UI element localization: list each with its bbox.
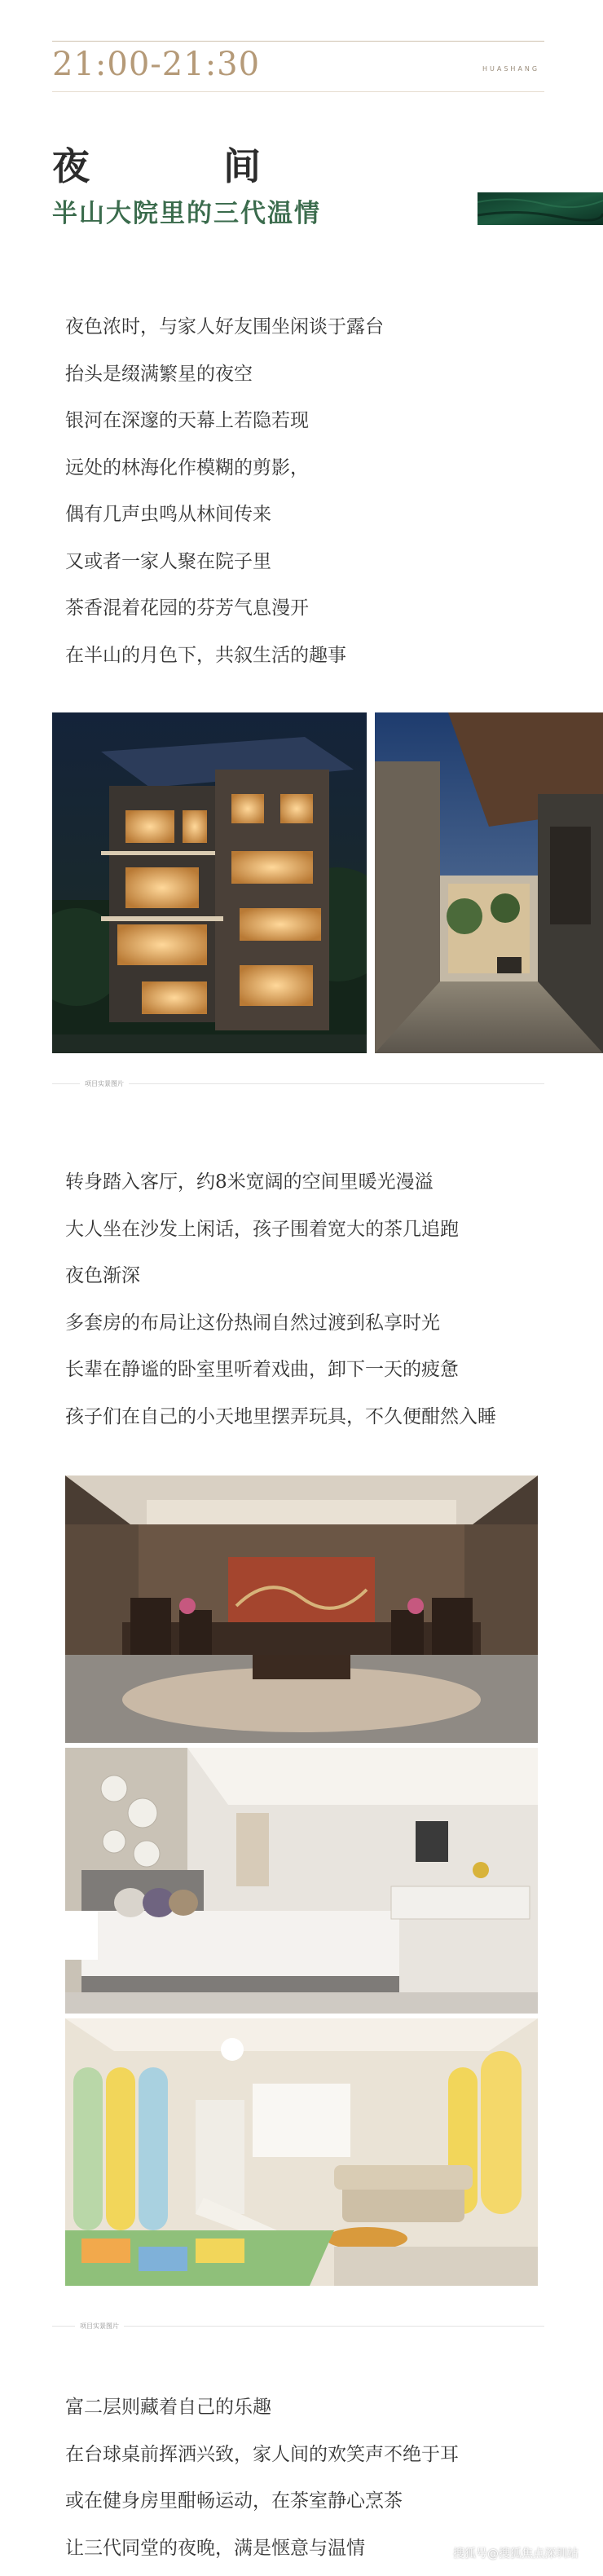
photo-kids-playroom: [65, 2018, 538, 2286]
brand-mark: HUASHANG: [482, 65, 540, 73]
text-line: 转身踏入客厅，约8米宽阔的空间里暖光漫溢: [65, 1171, 434, 1193]
photo-caption: 项目实景图片: [75, 2322, 124, 2331]
paragraph-living-room: [65, 1159, 496, 1440]
heading-char-1: 夜: [52, 144, 90, 188]
text-line: 多套房的布局让这份热闹自然过渡到私享时光: [65, 1312, 440, 1334]
paragraph-second-floor: [65, 2384, 459, 2572]
header-top-rule: [52, 41, 544, 42]
header-bottom-rule: [52, 91, 544, 92]
photo-bedroom: [65, 1748, 538, 2014]
section-heading: [52, 137, 261, 191]
text-line: 长辈在静谧的卧室里听着戏曲，卸下一天的疲惫: [65, 1359, 459, 1380]
text-line: 夜色渐深: [65, 1265, 140, 1286]
text-line: 远处的林海化作模糊的剪影，: [65, 457, 309, 479]
text-line: 富二层则藏着自己的乐趣: [65, 2397, 271, 2418]
text-line: 在半山的月色下，共叙生活的趣事: [65, 644, 346, 666]
caption-rule: [52, 2326, 544, 2327]
photo-courtyard-evening: [375, 712, 603, 1053]
text-line: 在台球桌前挥洒兴致，家人间的欢笑声不绝于耳: [65, 2443, 459, 2465]
text-line: 偶有几声虫鸣从林间传来: [65, 504, 271, 525]
text-line: 孩子们在自己的小天地里摆弄玩具，不久便酣然入睡: [65, 1405, 496, 1427]
time-range: 21:00-21:30: [52, 46, 261, 83]
photo-villa-night-exterior: [52, 712, 367, 1053]
watermark: 搜狐号@搜狐焦点深圳站: [453, 2547, 579, 2561]
heading-char-2: 间: [223, 144, 261, 188]
text-line: 又或者一家人聚在院子里: [65, 550, 271, 572]
photo-caption: 项目实景图片: [80, 1079, 129, 1088]
text-line: 茶香混着花园的芬芳气息漫开: [65, 598, 309, 619]
text-line: 让三代同堂的夜晚，满是惬意与温情: [65, 2537, 365, 2559]
section-subtitle: 半山大院里的三代温情: [52, 199, 321, 228]
text-line: 银河在深邃的天幕上若隐若现: [65, 410, 309, 431]
photo-formal-lounge: [65, 1475, 538, 1743]
text-line: 或在健身房里酣畅运动，在茶室静心烹茶: [65, 2490, 403, 2512]
decorative-green-band: [478, 192, 603, 225]
text-line: 抬头是缀满繁星的夜空: [65, 363, 253, 385]
text-line: 夜色浓时，与家人好友围坐闲谈于露台: [65, 316, 384, 337]
text-line: 大人坐在沙发上闲话，孩子围着宽大的茶几追跑: [65, 1218, 459, 1240]
paragraph-night-terrace: [65, 304, 384, 679]
